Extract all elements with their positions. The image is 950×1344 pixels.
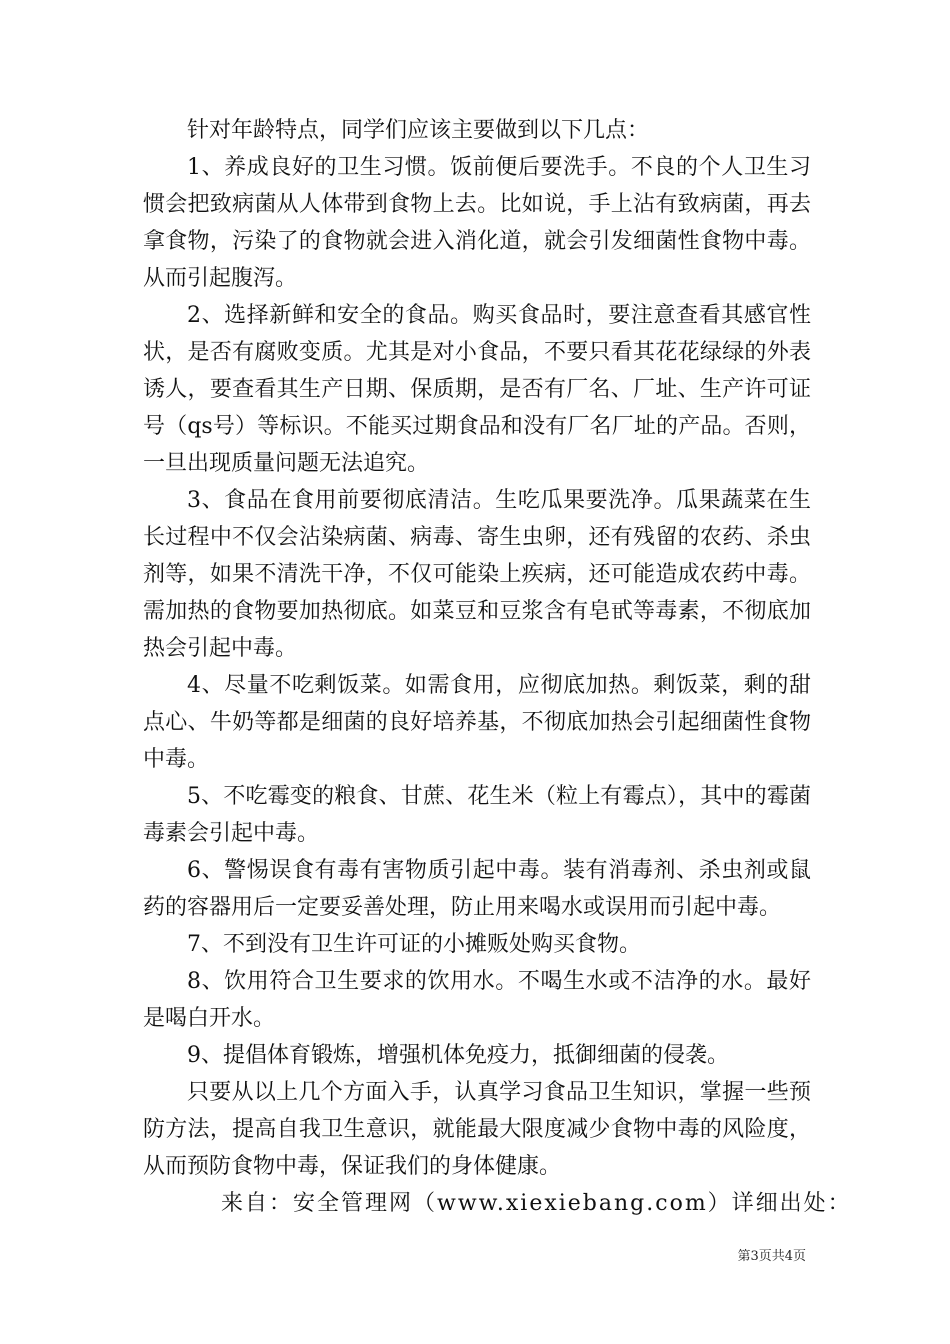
point-7-paragraph: 7、不到没有卫生许可证的小摊贩处购买食物。: [187, 932, 641, 957]
point-8-paragraph: 8、饮用符合卫生要求的饮用水。不喝生水或不洁净的水。最好是喝白开水。: [143, 969, 811, 1031]
page-number-footer: 第3页共4页: [737, 1249, 806, 1264]
point-5-paragraph: 5、不吃霉变的粮食、甘蔗、花生米（粒上有霉点），其中的霉菌毒素会引起中毒。: [143, 784, 811, 846]
document-body: [143, 112, 852, 1222]
point-9-paragraph: 9、提倡体育锻炼，增强机体免疫力，抵御细菌的侵袭。: [187, 1043, 729, 1068]
point-1-paragraph: 1、养成良好的卫生习惯。饭前便后要洗手。不良的个人卫生习惯会把致病菌从人体带到食物上去。比如说，手上沾有致病菌，再去拿食物，污染了的食物就会进入消化道，就会引发细菌性食物中毒。从而引起腹泻。: [143, 155, 811, 291]
point-4-paragraph: 4、尽量不吃剩饭菜。如需食用，应彻底加热。剩饭菜，剩的甜点心、牛奶等都是细菌的良好培养基，不彻底加热会引起细菌性食物中毒。: [143, 673, 811, 772]
point-3-paragraph: 3、食品在食用前要彻底清洁。生吃瓜果要洗净。瓜果蔬菜在生长过程中不仅会沾染病菌、病毒、寄生虫卵，还有残留的农药、杀虫剂等，如果不清洗干净，不仅可能染上疾病，还可能造成农药中毒。需加热的食物要加热彻底。如菜豆和豆浆含有皂甙等毒素，不彻底加热会引起中毒。: [143, 488, 811, 661]
intro-paragraph: 针对年龄特点，同学们应该主要做到以下几点：: [187, 118, 650, 143]
point-6-paragraph: 6、警惕误食有毒有害物质引起中毒。装有消毒剂、杀虫剂或鼠药的容器用后一定要妥善处理，防止用来喝水或误用而引起中毒。: [143, 858, 811, 920]
conclusion-paragraph: 只要从以上几个方面入手，认真学习食品卫生知识，掌握一些预防方法，提高自我卫生意识，就能最大限度减少食物中毒的风险度，从而预防食物中毒，保证我们的身体健康。: [143, 1080, 811, 1179]
point-2-paragraph: 2、选择新鲜和安全的食品。购买食品时，要注意查看其感官性状，是否有腐败变质。尤其是对小食品，不要只看其花花绿绿的外表诱人，要查看其生产日期、保质期，是否有厂名、厂址、生产许可证号（qs号）等标识。不能买过期食品和没有厂名厂址的产品。否则，一旦出现质量问题无法追究。: [143, 303, 811, 476]
source-line: 来自：安全管理网（www.xiexiebang.com）详细出处：: [221, 1191, 852, 1216]
